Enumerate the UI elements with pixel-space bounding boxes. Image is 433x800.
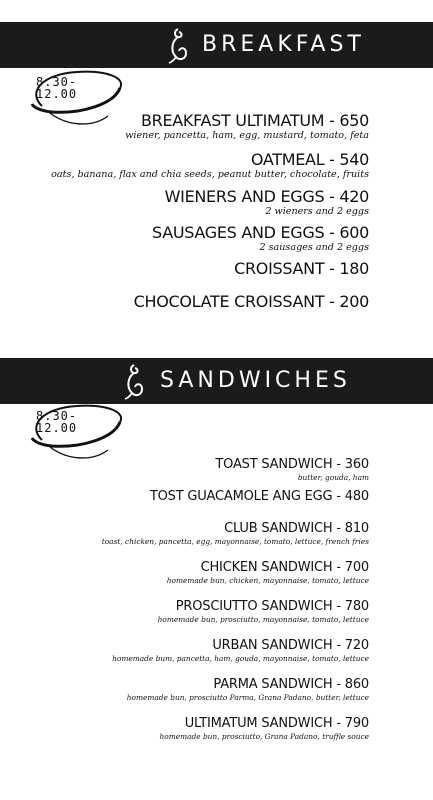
menu-item xyxy=(102,560,369,599)
item-description: toast, chicken, pancetta, egg, mayonnaise, tomato, lettuce, french fries xyxy=(101,537,369,546)
menu-item xyxy=(51,111,369,150)
item-name: PROSCIUTTO SANDWICH - 780 xyxy=(175,599,369,614)
menu-item xyxy=(102,457,369,489)
breakfast-menu-list xyxy=(51,111,369,311)
swirl-logo-icon xyxy=(164,25,190,65)
menu-item xyxy=(51,292,369,311)
item-description: homemade bum, pancetta, ham, gouda, mayonnaise, tomato, lettuce xyxy=(112,654,369,663)
sandwiches-banner xyxy=(0,358,433,404)
item-name: URBAN SANDWICH - 720 xyxy=(212,638,369,653)
item-name: WIENERS AND EGGS - 420 xyxy=(164,187,369,206)
item-description: oats, banana, flax and chia seeds, peanut butter, chocolate, fruits xyxy=(51,169,369,180)
menu-item xyxy=(51,223,369,259)
item-name: SAUSAGES AND EGGS - 600 xyxy=(152,223,369,242)
item-name: TOAST SANDWICH - 360 xyxy=(215,457,369,472)
menu-item xyxy=(51,187,369,223)
item-description: homemade bun, chicken, mayonnaise, tomato, lettuce xyxy=(166,576,369,585)
sandwiches-menu-list xyxy=(102,457,369,742)
hours-end: 12.00 xyxy=(36,87,78,101)
menu-item xyxy=(51,259,369,292)
item-description: homemade bun, prosciutto, Grana Padano, truffle souce xyxy=(159,732,369,741)
item-name: CROISSANT - 180 xyxy=(234,259,369,278)
swirl-logo-icon xyxy=(120,361,146,401)
section-title-breakfast: BREAKFAST xyxy=(202,32,365,57)
item-name: CHICKEN SANDWICH - 700 xyxy=(200,560,369,575)
item-name: ULTIMATUM SANDWICH - 790 xyxy=(184,716,369,731)
menu-item xyxy=(51,150,369,187)
item-description: butter, gouda, ham xyxy=(297,473,369,482)
hours-end: 12.00 xyxy=(36,421,78,435)
menu-item xyxy=(102,521,369,560)
menu-item xyxy=(102,716,369,742)
item-name: OATMEAL - 540 xyxy=(250,150,369,169)
hours-start: 8.30- xyxy=(36,409,78,423)
item-name: CHOCOLATE CROISSANT - 200 xyxy=(133,292,369,311)
section-title-sandwiches: SANDWICHES xyxy=(160,368,351,393)
item-description: 2 wieners and 2 eggs xyxy=(265,206,369,217)
menu-item xyxy=(102,489,369,521)
item-description: wiener, pancetta, ham, egg, mustard, tomato, feta xyxy=(125,130,369,141)
hours-start: 8.30- xyxy=(36,75,78,89)
item-name: BREAKFAST ULTIMATUM - 650 xyxy=(140,111,369,130)
menu-item xyxy=(102,677,369,716)
item-name: PARMA SANDWICH - 860 xyxy=(213,677,369,692)
menu-item xyxy=(102,599,369,638)
item-description: homemade bun, prosciutto Parma, Grana Padano, butter, lettuce xyxy=(126,693,369,702)
item-description: homemade bun, prosciutto, mayonnaise, tomato, lettuce xyxy=(157,615,369,624)
item-name: TOST GUACAMOLE ANG EGG - 480 xyxy=(149,489,369,504)
breakfast-banner xyxy=(0,22,433,68)
menu-item xyxy=(102,638,369,677)
item-name: CLUB SANDWICH - 810 xyxy=(224,521,369,536)
item-description: 2 sausages and 2 eggs xyxy=(259,242,369,253)
